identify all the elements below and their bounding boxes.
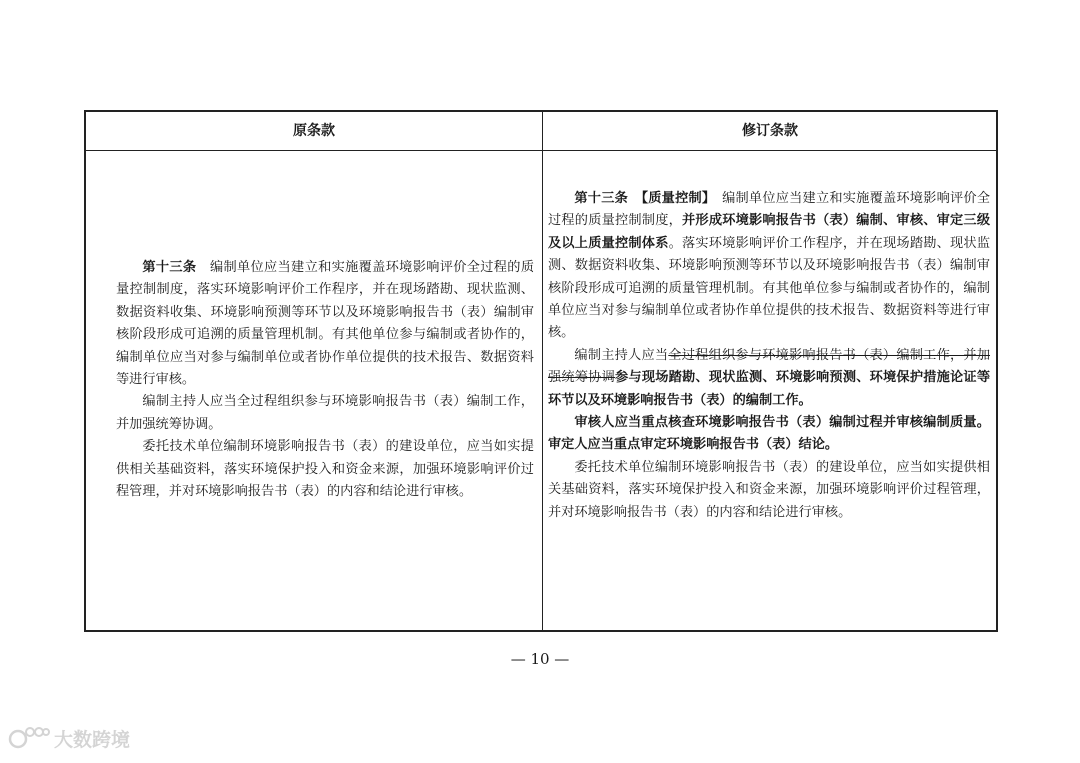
header-revised-clauses: 修订条款 xyxy=(742,123,798,139)
table-header-row xyxy=(86,112,996,151)
brand-logo-icon xyxy=(8,723,50,753)
watermark-text: 大数跨境 xyxy=(54,728,131,751)
original-paragraph-1-body: 编制单位应当建立和实施覆盖环境影响评价全过程的质量控制制度，落实环境影响评价工作程序，并在现场踏勘、现状监测、数据资料收集、环境影响预测等环节以及环境影响报告书（表）编制审核阶段形成可追溯的质量管理机制。有其他单位参与编制或者协作的，编制单位应当对参与编制单位或者协作单位提供的技术报告、数据资料等进行审核。 xyxy=(116,260,535,388)
revised-paragraph-4: 委托技术单位编制环境影响报告书（表）的建设单位，应当如实提供相关基础资料，落实环境保护投入和资金来源，加强环境影响评价过程管理，并对环境影响报告书（表）的内容和结论进行审核。 xyxy=(548,459,990,520)
original-paragraph-1 xyxy=(116,257,534,391)
page-number: — 10 — xyxy=(510,650,570,668)
column-divider xyxy=(542,112,543,630)
revised-article-number: 第十三条 xyxy=(574,191,629,206)
revised-paragraph-2-deleted-text: 全过程组织参与环境影响报告书（表）编制工作，并加强统筹协调 xyxy=(548,347,991,386)
revised-paragraph-2-text: 编制主持人应当 xyxy=(574,347,669,363)
revised-paragraph-2 xyxy=(548,345,990,412)
revised-article-title: 【质量控制】 xyxy=(634,191,716,206)
revised-paragraph-1-text-a: 编制单位应当建立和实施覆盖环境影响评价全过程的质量控制制度， xyxy=(548,191,991,229)
revised-paragraph-3-added: 审核人应当重点核查环境影响报告书（表）编制过程并审核编制质量。审定人应当重点审定环境影响报告书（表）结论。 xyxy=(548,415,990,453)
revised-paragraph-1 xyxy=(548,188,990,345)
revised-paragraph-2-added-text: 参与现场踏勘、现状监测、环境影响预测、环境保护措施论证等环节以及环境影响报告书（表）的编制工作。 xyxy=(548,370,991,408)
header-original-clauses: 原条款 xyxy=(293,123,335,139)
revised-paragraph-1-text-b: 。落实环境影响评价工作程序，并在现场踏勘、现状监测、数据资料收集、环境影响预测等环节以及环境影响报告书（表）编制审核阶段形成可追溯的质量管理机制。有其他单位参与编制或者协作的，编制单位应当对参与编制单位或者协作单位提供的技术报告、数据资料等进行审核。 xyxy=(548,235,991,341)
watermark xyxy=(8,720,130,756)
original-clause-cell xyxy=(116,257,534,503)
revised-clause-cell xyxy=(548,188,990,524)
original-paragraph-3: 委托技术单位编制环境影响报告书（表）的建设单位，应当如实提供相关基础资料，落实环境保护投入和资金来源，加强环境影响评价过程管理，并对环境影响报告书（表）的内容和结论进行审核。 xyxy=(116,439,534,500)
original-article-number: 第十三条 xyxy=(142,260,197,275)
comparison-table xyxy=(84,110,998,632)
revised-paragraph-1-added-text: 并形成环境影响报告书（表）编制、审核、审定三级及以上质量控制体系 xyxy=(548,213,991,251)
original-paragraph-2: 编制主持人应当全过程组织参与环境影响报告书（表）编制工作，并加强统筹协调。 xyxy=(116,394,534,432)
